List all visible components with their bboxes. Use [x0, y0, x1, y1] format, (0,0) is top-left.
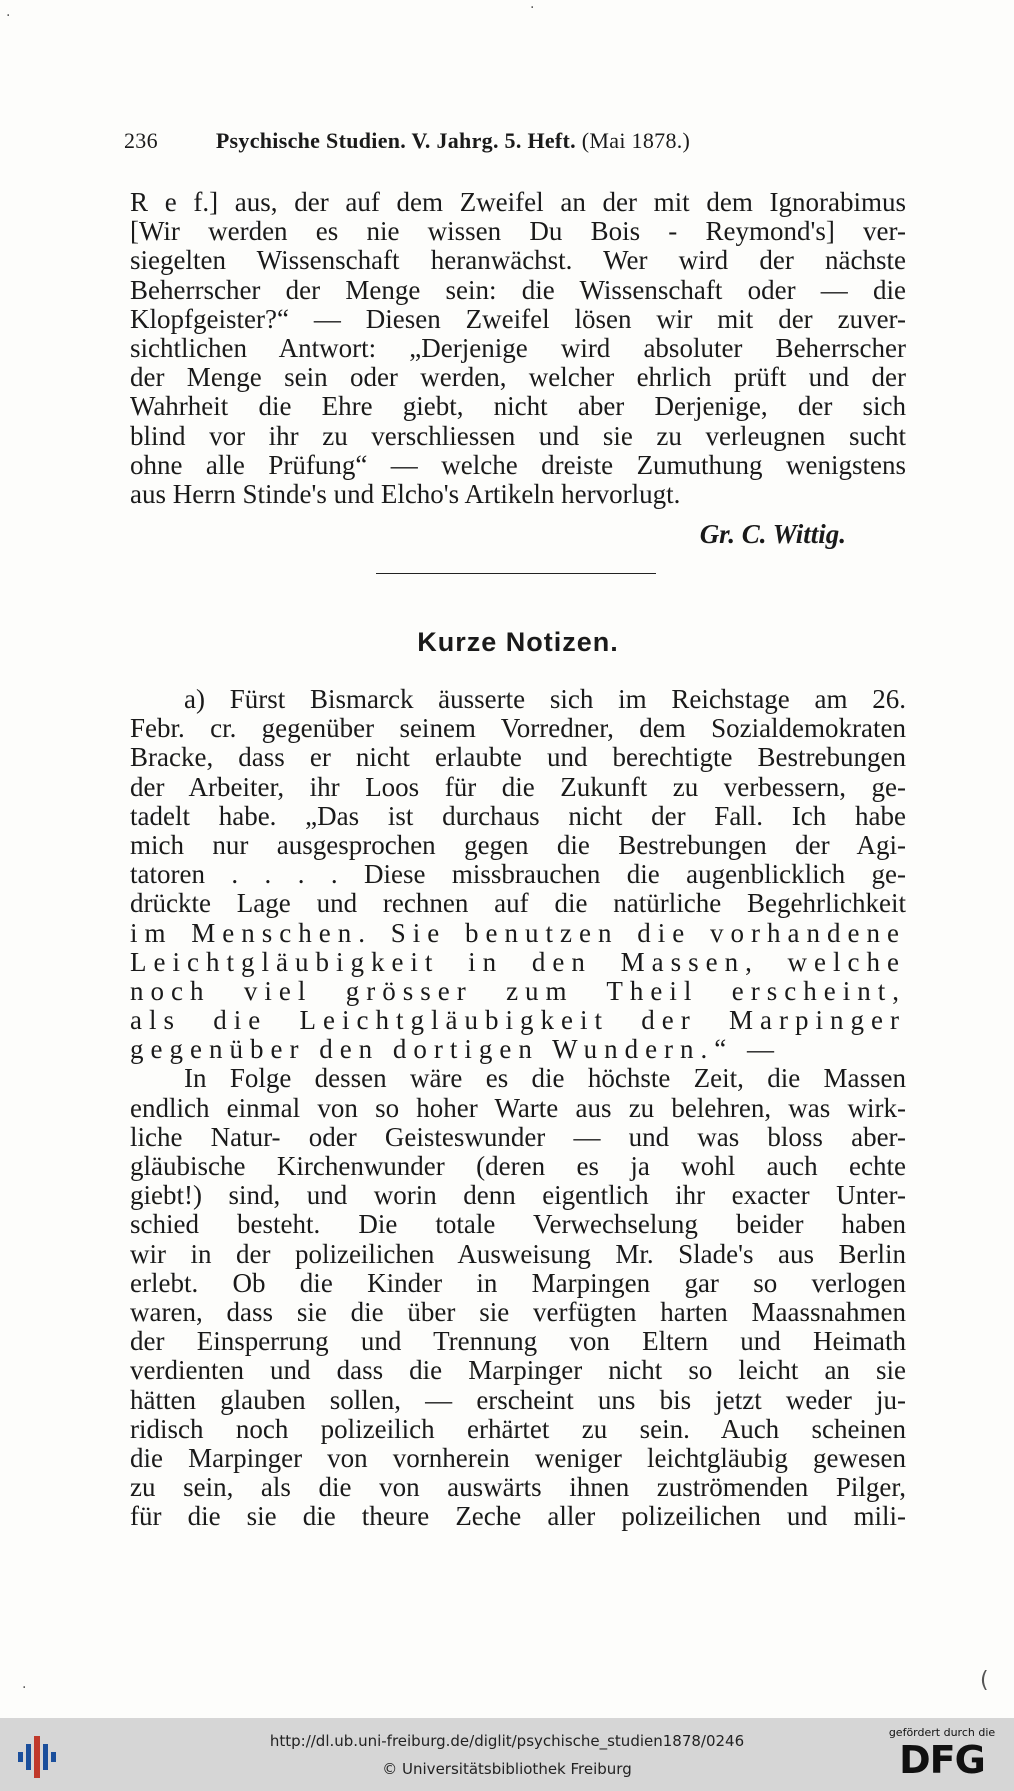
text-line: R e f.] aus, der auf dem Zweifel an der mit dem Ignorabimus [130, 187, 906, 217]
text-line: blind vor ihr zu verschliessen und sie zu verleugnen sucht [130, 420, 906, 451]
scan-mark: · [6, 8, 11, 24]
text-line: Beherrscher der Menge sein: die Wissenschaft oder — die [130, 274, 906, 305]
text-line: liche Natur- oder Geisteswunder — und was bloss aber- [130, 1121, 906, 1152]
text-line: tatoren . . . . Diese missbrauchen die augenblicklich ge- [130, 859, 906, 890]
text-line: der Menge sein oder werden, welcher ehrlich prüft und der [130, 362, 906, 393]
library-footer [0, 1718, 1014, 1791]
text-line: gläubische Kirchenwunder (deren es ja wohl auch echte [130, 1151, 906, 1181]
text-line: noch viel grösser zum Theil erscheint, [130, 975, 906, 1006]
page-header [124, 128, 914, 154]
page-number: 236 [124, 128, 158, 153]
text-line: siegelten Wissenschaft heranwächst. Wer wird der nächste [130, 245, 906, 276]
dfg-logo-text: DFG [899, 1738, 985, 1782]
text-line: aus Herrn Stinde's und Elcho's Artikeln hervorlugt. [130, 478, 681, 509]
permalink-url[interactable]: http://dl.ub.uni-freiburg.de/diglit/psychische_studien1878/0246 [269, 1732, 745, 1750]
dfg-logo [882, 1726, 1002, 1786]
text-line: verdienten und dass die Marpinger nicht so leicht an sie [130, 1355, 906, 1386]
text-line: als die Leichtgläubigkeit der Marpinger [130, 1005, 906, 1036]
text-block-top [130, 188, 906, 509]
text-line: drückte Lage und rechnen auf die natürliche Begehrlichkeit [130, 888, 906, 919]
text-line: der Arbeiter, ihr Loos für die Zukunft zu verbessern, ge- [130, 771, 906, 802]
text-line: für die sie die theure Zeche aller polizeilichen und mili- [130, 1501, 906, 1532]
text-line: hätten glauben sollen, — erscheint uns bis jetzt weder ju- [130, 1384, 906, 1415]
text-line: erlebt. Ob die Kinder in Marpingen gar so verlogen [130, 1267, 906, 1298]
scan-mark: ( [980, 1668, 989, 1693]
issue-date: (Mai 1878.) [581, 128, 691, 153]
text-line: endlich einmal von so hoher Warte aus zu belehren, was wirk- [130, 1092, 906, 1123]
text-line: Febr. cr. gegenüber seinem Vorredner, dem Sozialdemokraten [130, 713, 906, 744]
text-line: im Menschen. Sie benutzen die vorhandene [130, 917, 906, 948]
text-line: wir in der polizeilichen Ausweisung Mr. Slade's aus Berlin [130, 1238, 906, 1269]
text-line: zu sein, als die von auswärts ihnen zuströmenden Pilger, [130, 1472, 906, 1503]
author-signature: Gr. C. Wittig. [699, 519, 846, 549]
dfg-caption: gefördert durch die [888, 1726, 996, 1739]
section-title: Kurze Notizen. [417, 627, 619, 657]
text-line: In Folge dessen wäre es die höchste Zeit, die Massen [184, 1063, 906, 1094]
scan-mark: · [530, 0, 535, 16]
text-line: Wahrheit die Ehre giebt, nicht aber Derjenige, der sich [130, 391, 906, 422]
text-line: mich nur ausgesprochen gegen die Bestrebungen der Agi- [130, 829, 906, 860]
text-line: a) Fürst Bismarck äusserte sich im Reichstage am 26. [184, 684, 906, 714]
text-line: Klopfgeister?“ — Diesen Zweifel lösen wir mit der zuver- [130, 303, 906, 334]
text-block-notes [130, 685, 906, 1531]
text-line: Leichtgläubigkeit in den Massen, welche [130, 946, 906, 977]
text-line: Bracke, dass er nicht erlaubte und berechtigte Bestrebungen [130, 742, 906, 773]
copyright-notice: © Universitätsbibliothek Freiburg [382, 1760, 632, 1778]
text-line: gegenüber den dortigen Wundern.“ — [130, 1034, 782, 1065]
running-title: Psychische Studien. V. Jahrg. 5. Heft. [215, 128, 576, 153]
text-line: tadelt habe. „Das ist durchaus nicht der Fall. Ich habe [130, 800, 906, 831]
text-line: sichtlichen Antwort: „Derjenige wird absoluter Beherrscher [130, 332, 906, 363]
text-line: giebt!) sind, und worin denn eigentlich ihr exacter Unter- [130, 1180, 906, 1211]
text-line: ohne alle Prüfung“ — welche dreiste Zumuthung wenigstens [130, 449, 906, 480]
text-line: ridisch noch polizeilich erhärtet zu sein. Auch scheinen [130, 1413, 906, 1444]
text-line: der Einsperrung und Trennung von Eltern und Heimath [130, 1326, 906, 1357]
text-line: [Wir werden es nie wissen Du Bois - Reymond's] ver- [130, 216, 906, 247]
text-line: waren, dass sie die über sie verfügten harten Maassnahmen [130, 1296, 906, 1327]
text-line: schied besteht. Die totale Verwechselung beider haben [130, 1209, 906, 1240]
section-divider [376, 573, 656, 574]
scan-mark: · [22, 1680, 27, 1696]
text-line: die Marpinger von vornherein weniger leichtgläubig gewesen [130, 1442, 906, 1473]
